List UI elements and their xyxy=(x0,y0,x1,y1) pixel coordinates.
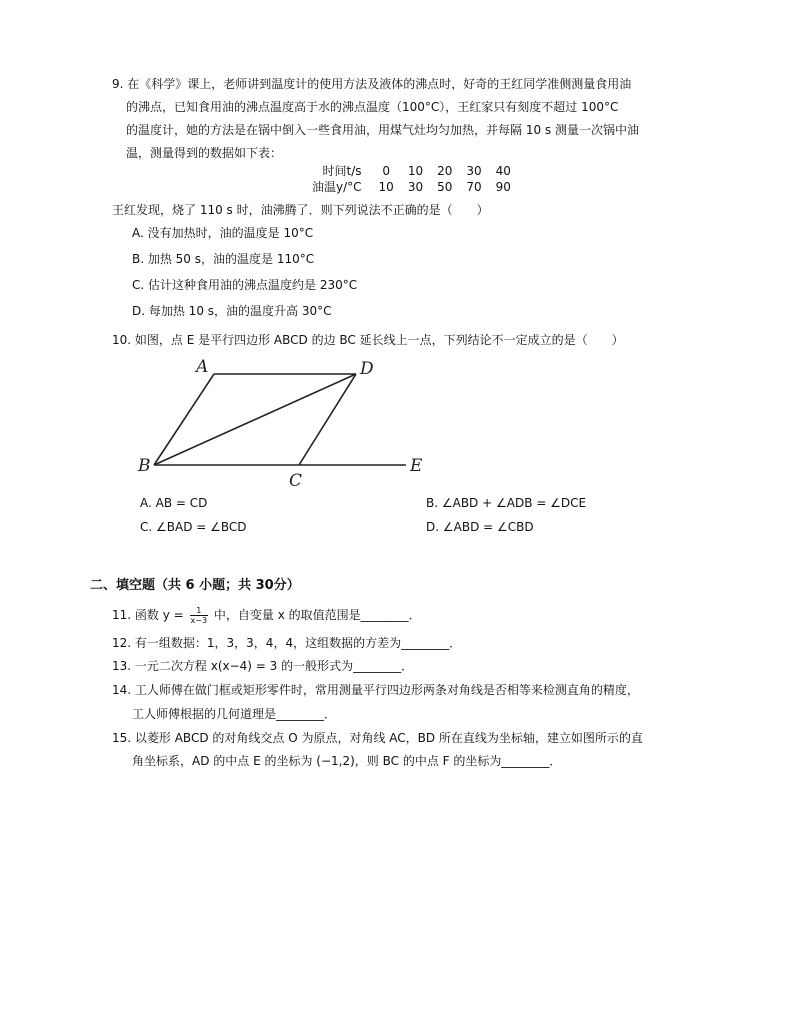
table-cell: 90 xyxy=(495,180,511,194)
table-cell: 20 xyxy=(437,164,453,178)
q11-denominator: x−3 xyxy=(190,616,208,625)
q10-stem: 10. 如图，点 E 是平行四边形 ABCD 的边 BC 延长线上一点，下列结论不一定成立的是（ ） xyxy=(112,333,624,347)
parallelogram-figure xyxy=(134,354,434,490)
table-cell: 0 xyxy=(382,164,390,178)
q9-option-a: A. 没有加热时，油的温度是 10°C xyxy=(132,226,314,240)
q9-line-5: 王红发现，烧了 110 s 时，油沸腾了．则下列说法不正确的是（ ） xyxy=(112,203,489,217)
label-c: C xyxy=(289,471,303,490)
q11-fraction xyxy=(190,606,209,625)
q9-option-c: C. 估计这种食用油的沸点温度约是 230°C xyxy=(132,278,358,292)
label-d: D xyxy=(360,359,374,379)
table-cell: 10 xyxy=(407,164,424,178)
q11-suffix: 中，自变量 x 的取值范围是________． xyxy=(213,608,421,622)
q11 xyxy=(112,606,421,625)
table-row-label: 时间t/s xyxy=(322,164,362,178)
q9-line-4: 温，测量得到的数据如下表： xyxy=(126,146,283,160)
q9-option-d: D. 每加热 10 s，油的温度升高 30°C xyxy=(132,304,332,318)
q15-line-1: 15. 以菱形 ABCD 的对角线交点 O 为原点，对角线 AC，BD 所在直线为坐标轴，建立如图所示的直 xyxy=(112,731,643,745)
table-cell: 10 xyxy=(378,180,394,194)
q9-line-3: 的温度计，她的方法是在锅中倒入一些食用油，用煤气灶均匀加热，并每隔 10 s 测量一次锅中油 xyxy=(126,123,639,137)
q9-line-2: 的沸点，已知食用油的沸点温度高于水的沸点温度（100°C），王红家只有刻度不超过 100°C xyxy=(126,100,619,114)
oil-temperature-table xyxy=(305,163,518,195)
q10-option-d: D. ∠ABD = ∠CBD xyxy=(426,520,534,534)
q12: 12. 有一组数据：1，3，3，4，4，这组数据的方差为________． xyxy=(112,636,462,650)
table-cell: 40 xyxy=(495,164,511,178)
q9-option-b: B. 加热 50 s，油的温度是 110°C xyxy=(132,252,315,266)
q10-option-a: A. AB = CD xyxy=(140,496,208,510)
table-cell: 50 xyxy=(437,180,453,194)
q10-option-b: B. ∠ABD + ∠ADB = ∠DCE xyxy=(426,496,587,510)
table-row xyxy=(305,163,518,179)
q14-line-2: 工人师傅根据的几何道理是________． xyxy=(132,707,337,721)
table-cell: 30 xyxy=(466,164,482,178)
q10-option-c: C. ∠BAD = ∠BCD xyxy=(140,520,247,534)
q15-line-2: 角坐标系，AD 的中点 E 的坐标为 (−1,2)，则 BC 的中点 F 的坐标为________． xyxy=(132,754,562,768)
table-cell: 70 xyxy=(466,180,482,194)
section-title: 二、填空题（共 6 小题；共 30分） xyxy=(90,578,300,593)
table-row xyxy=(305,179,518,195)
label-b: B xyxy=(138,456,151,476)
label-e: E xyxy=(410,456,423,476)
label-a: A xyxy=(196,357,209,377)
q11-prefix: 11. 函数 y = xyxy=(112,608,184,622)
q9-line-1: 9. 在《科学》课上，老师讲到温度计的使用方法及液体的沸点时，好奇的王红同学准侧测量食用油 xyxy=(112,77,632,91)
q11-numerator: 1 xyxy=(190,606,209,616)
q14-line-1: 14. 工人师傅在做门框或矩形零件时，常用测量平行四边形两条对角线是否相等来检测直角的精度， xyxy=(112,683,639,697)
q13: 13. 一元二次方程 x(x−4) = 3 的一般形式为________． xyxy=(112,659,414,673)
table-row-label: 油温y/°C xyxy=(312,180,362,194)
table-cell: 30 xyxy=(407,180,424,194)
